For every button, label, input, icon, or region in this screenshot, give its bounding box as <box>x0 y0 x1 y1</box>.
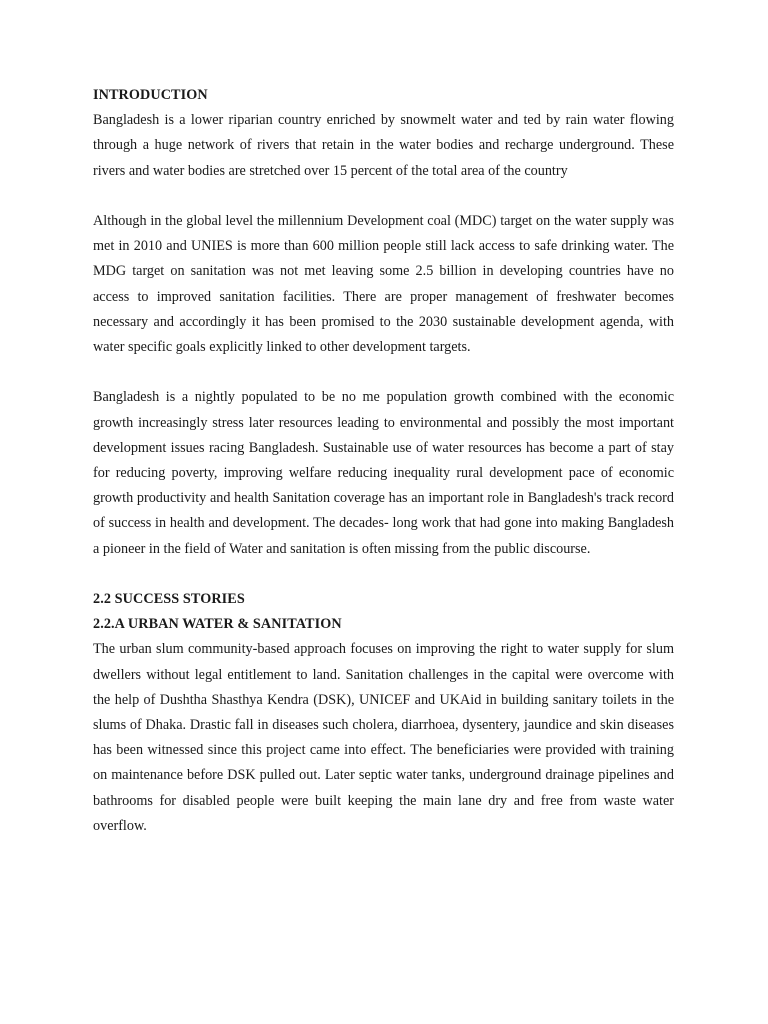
introduction-heading: INTRODUCTION <box>93 87 208 103</box>
paragraph-spacer <box>93 184 674 209</box>
paragraph-spacer <box>93 562 674 587</box>
intro-paragraph-3: Bangladesh is a nightly populated to be no me population growth combined with the economic growth increasingly stress later resources leading to environmental and possibly the most important development issues racing Bangladesh. Sustainable use of water resources has become a part of stay for reducing poverty, improving welfare reducing inequality rural development pace of economic growth productivity and health Sanitation coverage has an important role in Bangladesh's track record of success in health and development. The decades- long work that had gone into making Bangladesh a pioneer in the field of Water and sanitation is often missing from the public discourse. <box>93 389 674 557</box>
urban-water-paragraph: The urban slum community-based approach focuses on improving the right to water supply for slum dwellers without legal entitlement to land. Sanitation challenges in the capital were overcome with the help of Dushtha Shasthya Kendra (DSK), UNICEF and UKAid in building sanitary toilets in the slums of Dhaka. Drastic fall in diseases such cholera, diarrhoea, dysentery, jaundice and skin diseases has been witnessed since this project came into effect. The beneficiaries were provided with training on maintenance before DSK pulled out. Later septic water tanks, underground drainage pipelines and bathrooms for disabled people were built keeping the main lane dry and free from waste water overflow. <box>93 641 674 834</box>
intro-paragraph-1: Bangladesh is a lower riparian country enriched by snowmelt water and ted by rain water flowing through a huge network of rivers that retain in the water bodies and recharge underground. These rivers and water bodies are stretched over 15 percent of the total area of the country <box>93 112 674 179</box>
paragraph-spacer <box>93 360 674 385</box>
urban-water-sanitation-subheading: 2.2.A URBAN WATER & SANITATION <box>93 616 342 633</box>
success-stories-heading: 2.2 SUCCESS STORIES <box>93 591 245 608</box>
intro-paragraph-2: Although in the global level the millennium Development coal (MDC) target on the water supply was met in 2010 and UNIES is more than 600 million people still lack access to safe drinking water. The MDG target on sanitation was not met leaving some 2.5 billion in developing countries have no access to improved sanitation facilities. There are proper management of freshwater becomes necessary and accordingly it has been promised to the 2030 sustainable development agenda, with water specific goals explicitly linked to other development targets. <box>93 213 674 356</box>
document-body <box>93 83 674 839</box>
